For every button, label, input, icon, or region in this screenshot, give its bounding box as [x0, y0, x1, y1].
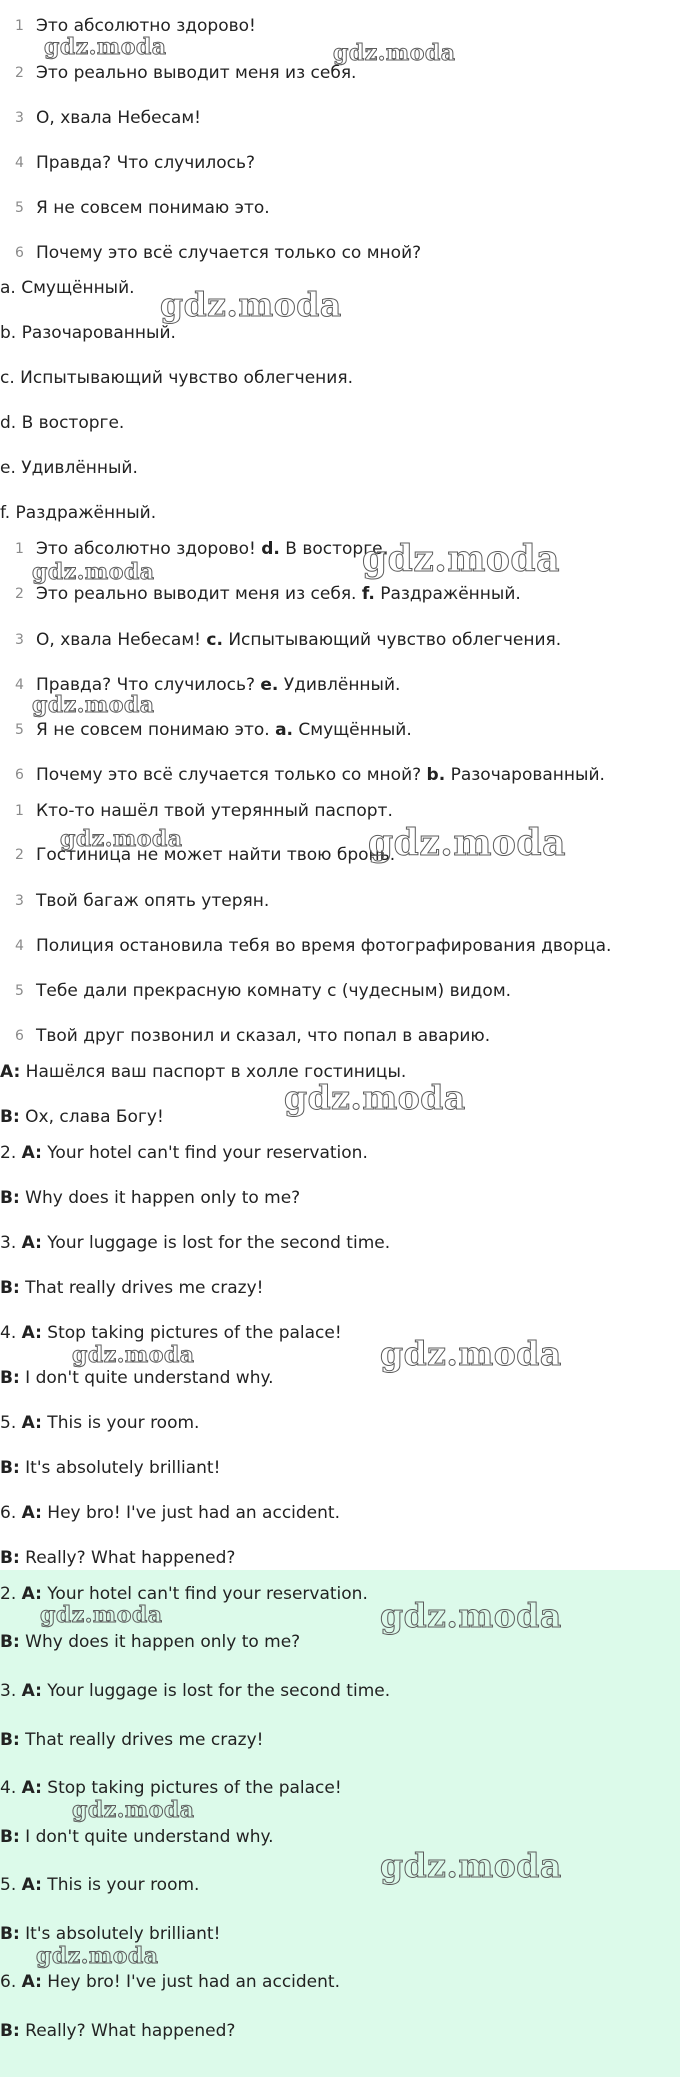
list-item-number: 4: [15, 155, 24, 171]
watermark: gdz.moda: [40, 1602, 163, 1628]
dialogue-line: B: That really drives me crazy!: [0, 1278, 264, 1298]
situation-number: 4: [15, 938, 24, 954]
list-item-number: 2: [15, 65, 24, 81]
match-number: 4: [15, 677, 24, 693]
situation-item: Твой багаж опять утерян.: [36, 891, 270, 911]
list-item: Почему это всё случается только со мной?: [36, 243, 422, 263]
dialogue-line: 6. A: Hey bro! I've just had an accident.: [0, 1503, 340, 1523]
watermark: gdz.moda: [32, 559, 155, 585]
watermark: gdz.moda: [380, 1596, 562, 1635]
watermark: gdz.moda: [32, 692, 155, 718]
dialogue-line: B: I don't quite understand why.: [0, 1827, 274, 1847]
dialogue-line: 4. A: Stop taking pictures of the palace!: [0, 1323, 342, 1343]
list-item-number: 5: [15, 200, 24, 216]
watermark: gdz.moda: [36, 1943, 159, 1969]
dialogue-line: B: Really? What happened?: [0, 1548, 236, 1568]
dialogue-line: 3. A: Your luggage is lost for the second time.: [0, 1233, 391, 1253]
situation-number: 2: [15, 847, 24, 863]
situation-number: 6: [15, 1028, 24, 1044]
option-item: c. Испытывающий чувство облегчения.: [0, 368, 353, 388]
list-item: Это абсолютно здорово!: [36, 16, 256, 36]
dialogue-line: B: That really drives me crazy!: [0, 1730, 264, 1750]
situation-item: Кто-то нашёл твой утерянный паспорт.: [36, 801, 393, 821]
dialogue-line: 3. A: Your luggage is lost for the second time.: [0, 1681, 391, 1701]
situation-item: Тебе дали прекрасную комнату с (чудесным) видом.: [36, 981, 512, 1001]
dialogue-line: 4. A: Stop taking pictures of the palace!: [0, 1778, 342, 1798]
watermark: gdz.moda: [60, 826, 183, 852]
dialogue-line: 6. A: Hey bro! I've just had an accident.: [0, 1972, 340, 1992]
watermark: gdz.moda: [380, 1846, 562, 1885]
match-item: Я не совсем понимаю это. а. Смущённый.: [36, 720, 412, 740]
option-item: e. Удивлённый.: [0, 458, 138, 478]
dialogue-line: B: Why does it happen only to me?: [0, 1632, 301, 1652]
match-item: Это абсолютно здорово! d. В восторге.: [36, 539, 389, 559]
dialogue-line: B: Ох, слава Богу!: [0, 1107, 164, 1127]
match-number: 3: [15, 632, 24, 648]
option-item: b. Разочарованный.: [0, 323, 176, 343]
watermark: gdz.moda: [160, 285, 342, 324]
watermark: gdz.moda: [284, 1078, 466, 1117]
situation-item: Полиция остановила тебя во время фотографирования дворца.: [36, 936, 612, 956]
match-number: 1: [15, 541, 24, 557]
match-item: Это реально выводит меня из себя. f. Раздражённый.: [36, 584, 521, 604]
list-item: О, хвала Небесам!: [36, 108, 201, 128]
dialogue-line: B: Why does it happen only to me?: [0, 1188, 301, 1208]
match-item: О, хвала Небесам! c. Испытывающий чувство облегчения.: [36, 630, 562, 650]
dialogue-line: B: It's absolutely brilliant!: [0, 1924, 221, 1944]
dialogue-line: 2. A: Your hotel can't find your reservation.: [0, 1584, 368, 1604]
list-item-number: 1: [15, 18, 24, 34]
option-item: f. Раздражённый.: [0, 503, 157, 523]
list-item: Я не совсем понимаю это.: [36, 198, 270, 218]
dialogue-line: B: I don't quite understand why.: [0, 1368, 274, 1388]
match-item: Почему это всё случается только со мной? b. Разочарованный.: [36, 765, 605, 785]
situation-item: Твой друг позвонил и сказал, что попал в аварию.: [36, 1026, 491, 1046]
list-item: Правда? Что случилось?: [36, 153, 255, 173]
list-item-number: 3: [15, 110, 24, 126]
list-item: Это реально выводит меня из себя.: [36, 63, 357, 83]
dialogue-line: B: It's absolutely brilliant!: [0, 1458, 221, 1478]
match-number: 5: [15, 722, 24, 738]
dialogue-line: A: Нашёлся ваш паспорт в холле гостиницы.: [0, 1062, 407, 1082]
option-item: d. В восторге.: [0, 413, 125, 433]
match-item: Правда? Что случилось? e. Удивлённый.: [36, 675, 401, 695]
watermark: gdz.moda: [44, 34, 167, 60]
situation-item: Гостиница не может найти твою бронь.: [36, 845, 396, 865]
dialogue-line: 2. A: Your hotel can't find your reservation.: [0, 1143, 368, 1163]
watermark: gdz.moda: [333, 40, 456, 66]
situation-number: 1: [15, 803, 24, 819]
option-item: a. Смущённый.: [0, 278, 135, 298]
watermark: gdz.moda: [368, 822, 566, 864]
dialogue-line: 5. A: This is your room.: [0, 1875, 200, 1895]
watermark: gdz.moda: [72, 1797, 195, 1823]
situation-number: 3: [15, 893, 24, 909]
match-number: 6: [15, 767, 24, 783]
watermark: gdz.moda: [380, 1334, 562, 1373]
dialogue-line: B: Really? What happened?: [0, 2021, 236, 2041]
watermark: gdz.moda: [72, 1342, 195, 1368]
watermark: gdz.moda: [362, 538, 560, 580]
dialogue-line: 5. A: This is your room.: [0, 1413, 200, 1433]
situation-number: 5: [15, 983, 24, 999]
list-item-number: 6: [15, 245, 24, 261]
match-number: 2: [15, 586, 24, 602]
